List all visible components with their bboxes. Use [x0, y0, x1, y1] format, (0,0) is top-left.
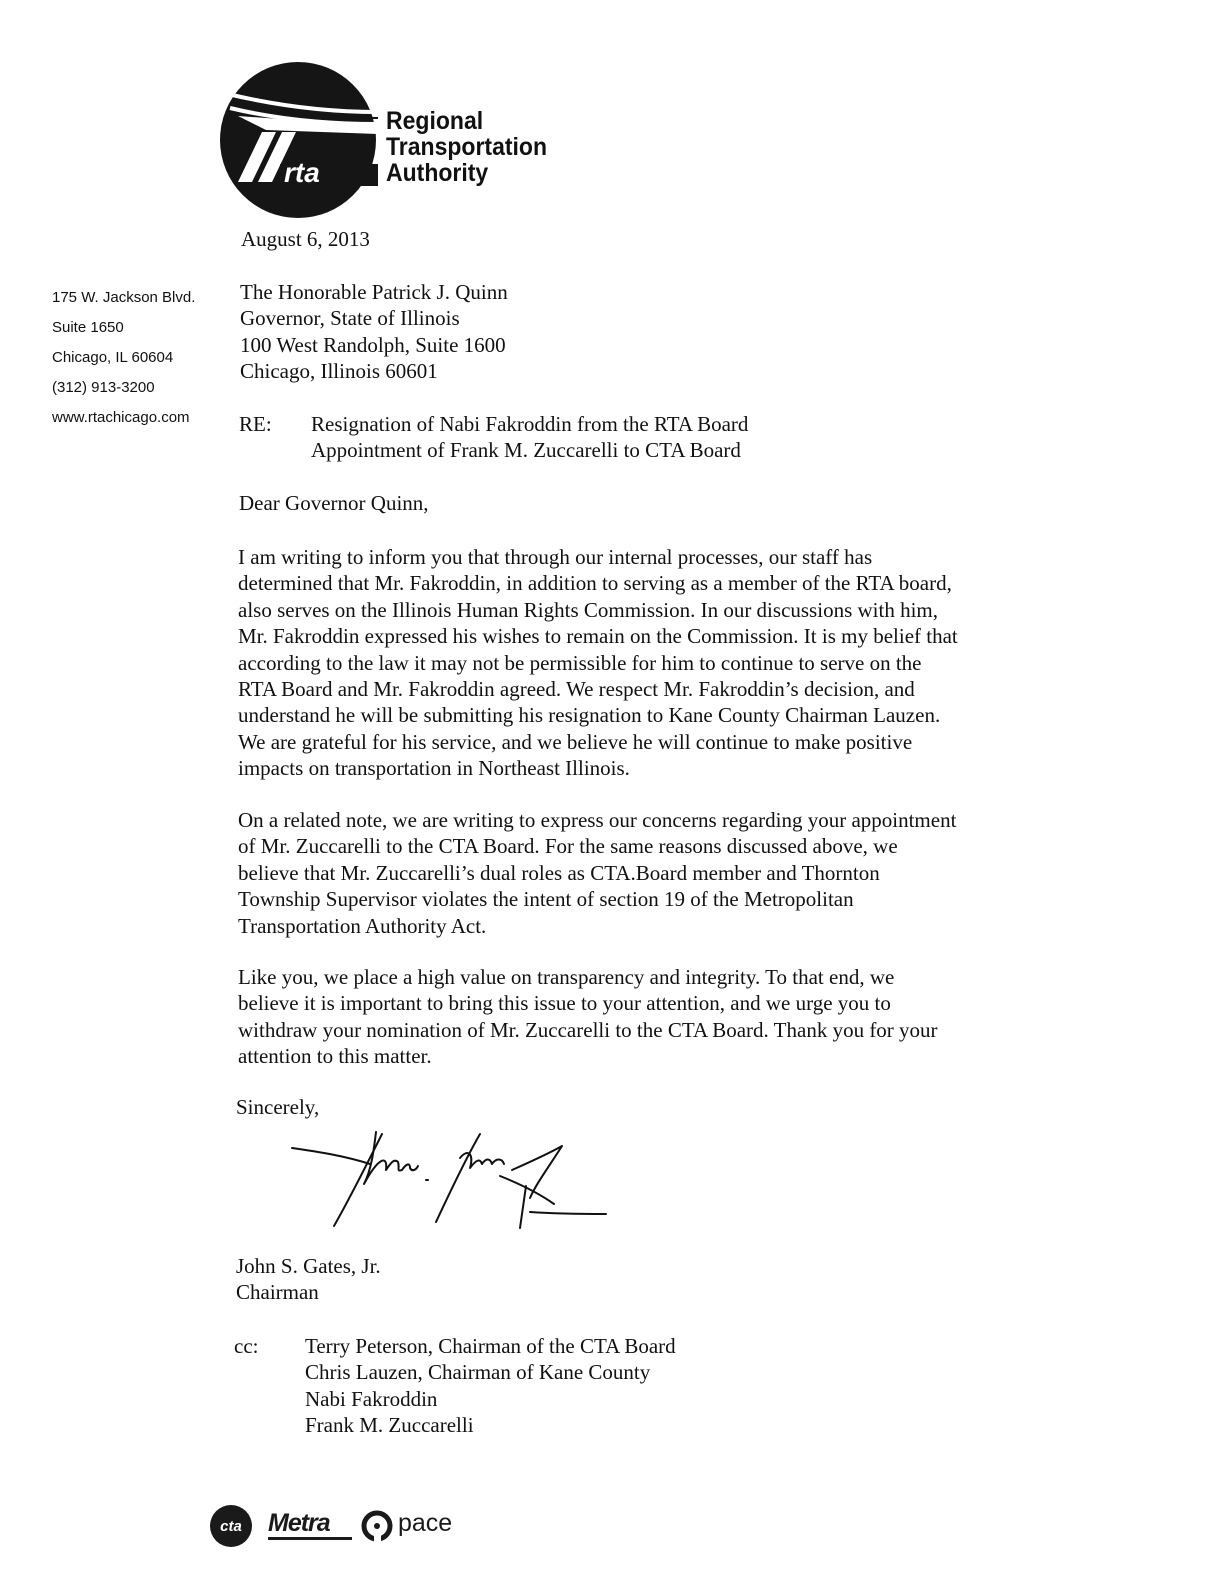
- sidebar-address: [52, 287, 222, 437]
- logo-text: rta: [284, 157, 320, 188]
- cta-logo-icon: cta: [210, 1505, 252, 1547]
- footer-agency-logos: [210, 1503, 490, 1547]
- cc-list: [305, 1333, 676, 1439]
- subject-label: RE:: [239, 412, 272, 436]
- rta-logo-icon: [218, 60, 378, 220]
- paragraph-line: withdraw your nomination of Mr. Zuccarelli to the CTA Board. Thank you for your: [238, 1017, 938, 1042]
- paragraph-line: Mr. Fakroddin expressed his wishes to remain on the Commission. It is my belief that: [238, 624, 958, 649]
- cc-recipient: Terry Peterson, Chairman of the CTA Board: [305, 1334, 676, 1358]
- subject-line: Resignation of Nabi Fakroddin from the RTA Board: [311, 412, 749, 436]
- metra-logo-icon: Metra: [268, 1509, 330, 1537]
- cc-recipient: Frank M. Zuccarelli: [305, 1413, 474, 1438]
- closing: Sincerely,: [236, 1095, 320, 1119]
- cc-recipient: Nabi Fakroddin: [305, 1386, 438, 1411]
- metra-underline: [268, 1537, 352, 1540]
- sidebar-street: 175 W. Jackson Blvd.: [52, 289, 196, 306]
- paragraph-line: Like you, we place a high value on transparency and integrity. To that end, we: [238, 965, 895, 989]
- body-paragraph-2: [238, 807, 1038, 939]
- paragraph-line: RTA Board and Mr. Fakroddin agreed. We respect Mr. Fakroddin’s decision, and: [238, 677, 915, 702]
- sidebar-suite: Suite 1650: [52, 319, 124, 336]
- salutation: Dear Governor Quinn,: [239, 491, 429, 515]
- signer-title: Chairman: [236, 1280, 319, 1305]
- paragraph-line: attention to this matter.: [238, 1044, 432, 1069]
- signer-block: [236, 1253, 381, 1306]
- cc-recipient: Chris Lauzen, Chairman of Kane County: [305, 1360, 651, 1385]
- recipient-address: [240, 279, 508, 385]
- recipient-line: The Honorable Patrick J. Quinn: [240, 280, 508, 304]
- subject-lines: [311, 411, 748, 464]
- pace-logo-text: pace: [398, 1509, 453, 1537]
- body-paragraph-3: [238, 964, 1038, 1070]
- subject-line: Appointment of Frank M. Zuccarelli to CTA Board: [311, 438, 741, 463]
- cc-label: cc:: [234, 1334, 259, 1358]
- org-name-line: Regional: [386, 107, 484, 135]
- paragraph-line: Transportation Authority Act.: [238, 913, 487, 938]
- organization-name: [386, 108, 547, 186]
- org-name-line: Authority: [386, 159, 489, 187]
- paragraph-line: of Mr. Zuccarelli to the CTA Board. For the same reasons discussed above, we: [238, 834, 898, 859]
- pace-logo-icon: [360, 1509, 394, 1543]
- body-paragraph-1: [238, 544, 1038, 782]
- sidebar-phone: (312) 913-3200: [52, 379, 155, 396]
- sidebar-city: Chicago, IL 60604: [52, 349, 174, 366]
- paragraph-line: We are grateful for his service, and we believe he will continue to make positive: [238, 729, 913, 754]
- paragraph-line: impacts on transportation in Northeast Illinois.: [238, 756, 630, 781]
- letter-date: August 6, 2013: [241, 227, 370, 251]
- paragraph-line: On a related note, we are writing to express our concerns regarding your appointment: [238, 808, 957, 832]
- paragraph-line: according to the law it may not be permissible for him to continue to serve on the: [238, 650, 922, 675]
- sidebar-website: www.rtachicago.com: [52, 409, 190, 426]
- handwritten-signature-icon: [290, 1128, 610, 1233]
- paragraph-line: believe that Mr. Zuccarelli’s dual roles as CTA.Board member and Thornton: [238, 860, 880, 885]
- recipient-line: 100 West Randolph, Suite 1600: [240, 332, 506, 357]
- signer-name: John S. Gates, Jr.: [236, 1254, 381, 1278]
- paragraph-line: also serves on the Illinois Human Rights Commission. In our discussions with him,: [238, 597, 938, 622]
- recipient-line: Chicago, Illinois 60601: [240, 359, 438, 384]
- paragraph-line: I am writing to inform you that through our internal processes, our staff has: [238, 545, 873, 569]
- recipient-line: Governor, State of Illinois: [240, 306, 460, 331]
- org-name-line: Transportation: [386, 133, 548, 161]
- paragraph-line: understand he will be submitting his resignation to Kane County Chairman Lauzen.: [238, 703, 941, 728]
- paragraph-line: determined that Mr. Fakroddin, in addition to serving as a member of the RTA board,: [238, 571, 952, 596]
- paragraph-line: Township Supervisor violates the intent of section 19 of the Metropolitan: [238, 887, 854, 912]
- paragraph-line: believe it is important to bring this issue to your attention, and we urge you to: [238, 991, 891, 1016]
